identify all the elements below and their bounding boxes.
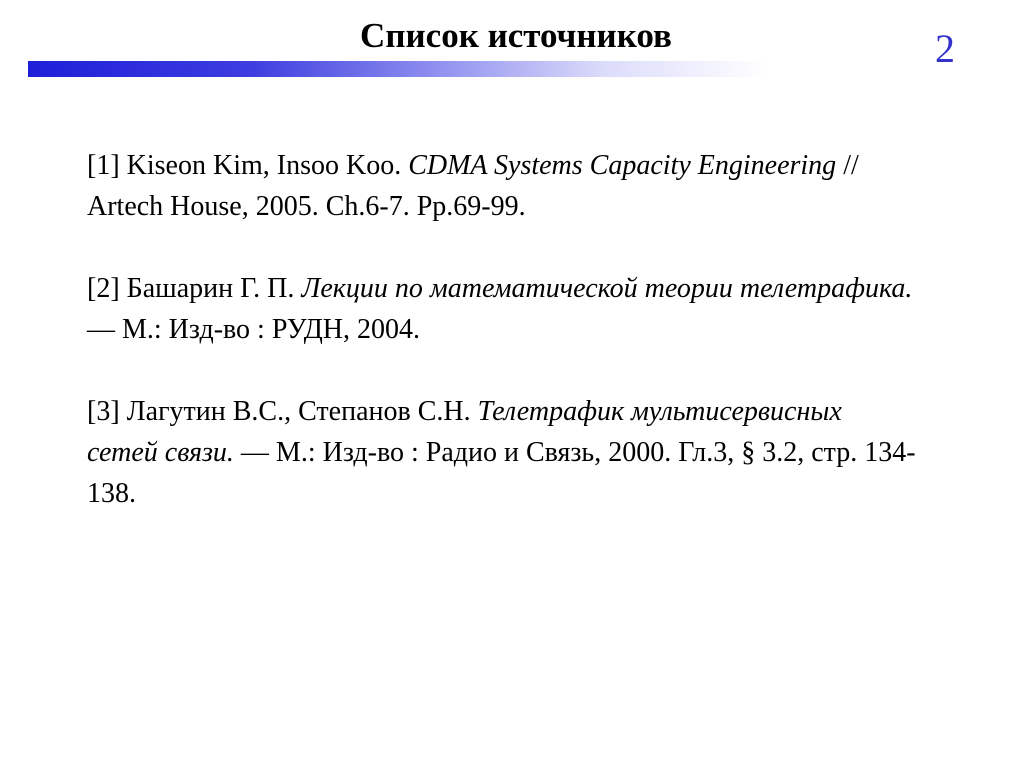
slide-number: 2 [935, 26, 955, 71]
reference-publication: — М.: Изд-во : РУДН, 2004. [87, 314, 421, 345]
title-underline-bar [28, 61, 768, 77]
reference-title: Телетрафик мультисервисных сетей связи. [87, 396, 842, 468]
slide-title: Список источников [360, 16, 672, 55]
reference-title: CDMA Systems Capacity Engineering [408, 150, 837, 181]
reference-authors: [1] Kiseon Kim, Insoo Koo. [87, 150, 409, 181]
reference-authors: [3] Лагутин В.С., Степанов С.Н. [87, 396, 478, 427]
reference-publication: // Artech House, 2005. Ch.6-7. Pp.69-99. [87, 150, 859, 222]
reference-item-3 [87, 391, 917, 514]
reference-publication: — М.: Изд-во : Радио и Связь, 2000. Гл.3, § 3.2, стр. 134-138. [87, 437, 916, 509]
reference-item-1 [87, 145, 917, 227]
reference-list [87, 145, 917, 555]
reference-title: Лекции по математической теории телетрафика. [301, 273, 913, 304]
reference-authors: [2] Башарин Г. П. [87, 273, 302, 304]
reference-item-2 [87, 268, 917, 350]
